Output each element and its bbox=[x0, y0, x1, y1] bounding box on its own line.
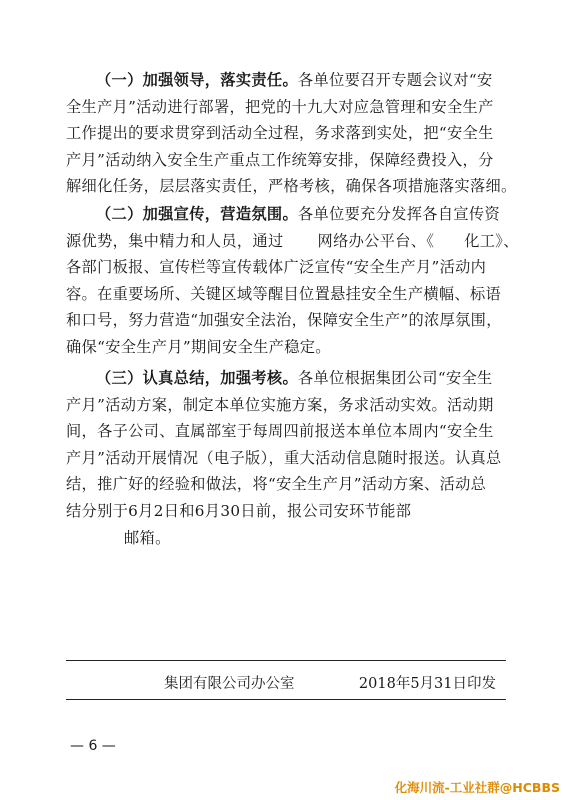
section-1 bbox=[66, 67, 517, 200]
footer-bottom-rule bbox=[66, 699, 506, 700]
footer-top-rule bbox=[66, 660, 506, 661]
section-3-line-5: 结，推广好的经验和做法，将“安全生产月”活动方案、活动总 bbox=[66, 475, 487, 494]
issuing-office: 集团有限公司办公室 bbox=[164, 676, 295, 692]
section-2-line-6: 确保“安全生产月”期间安全生产稳定。 bbox=[66, 337, 331, 356]
section-2-line-1: 各单位要充分发挥各自宣传资 bbox=[298, 205, 500, 223]
section-3-line-4: 产月”活动开展情况（电子版），重大活动信息随时报送。认真总 bbox=[66, 448, 502, 467]
section-1-line-5: 解细化任务，层层落实责任，严格考核，确保各项措施落实落细。 bbox=[66, 177, 517, 196]
section-3-line-1: 各单位根据集团公司“安全生 bbox=[298, 369, 493, 387]
section-2-line-5: 和口号，努力营造“加强安全法治，保障安全生产”的浓厚氛围， bbox=[66, 311, 502, 330]
section-2-line-2b: 网络办公平台、《 bbox=[317, 231, 435, 250]
section-1-heading: （一）加强领导，落实责任。 bbox=[96, 71, 298, 89]
section-3 bbox=[66, 365, 506, 551]
page-number: — 6 — bbox=[70, 738, 116, 754]
section-1-line-4: 产月”活动纳入安全生产重点工作统筹安排，保障经费投入，分 bbox=[66, 150, 494, 169]
watermark: 化海川流-工业社群@HCBBS bbox=[394, 780, 560, 795]
section-1-line-2: 全生产月”活动进行部署，把党的十九大对应急管理和安全生产 bbox=[66, 97, 494, 116]
section-3-line-6: 结分别于6月2日和6月30日前，报公司安环节能部 bbox=[66, 501, 412, 520]
section-2-line-2a: 源优势，集中精力和人员，通过 bbox=[66, 231, 284, 250]
section-2 bbox=[66, 201, 519, 361]
section-2-line-2c: 化工》、 bbox=[464, 231, 519, 250]
issue-date: 2018年5月31日印发 bbox=[358, 676, 496, 692]
section-1-line-1: 各单位要召开专题会议对“安 bbox=[298, 71, 493, 89]
section-3-line-3: 间，各子公司、直属部室于每周四前报送本单位本周内“安全生 bbox=[66, 422, 494, 441]
section-2-line-3: 各部门板报、宣传栏等宣传载体广泛宣传“安全生产月”活动内 bbox=[66, 258, 487, 277]
section-3-line-2: 产月”活动方案，制定本单位实施方案，务求活动实效。活动期 bbox=[66, 395, 494, 414]
section-3-line-7: 邮箱。 bbox=[124, 528, 171, 547]
section-3-heading: （三）认真总结，加强考核。 bbox=[96, 369, 298, 387]
section-1-line-3: 工作提出的要求贯穿到活动全过程，务求落到实处，把“安全生 bbox=[66, 124, 494, 143]
section-2-line-4: 容。在重要场所、关键区域等醒目位置悬挂安全生产横幅、标语 bbox=[66, 284, 502, 303]
section-2-heading: （二）加强宣传，营造氛围。 bbox=[96, 205, 298, 223]
